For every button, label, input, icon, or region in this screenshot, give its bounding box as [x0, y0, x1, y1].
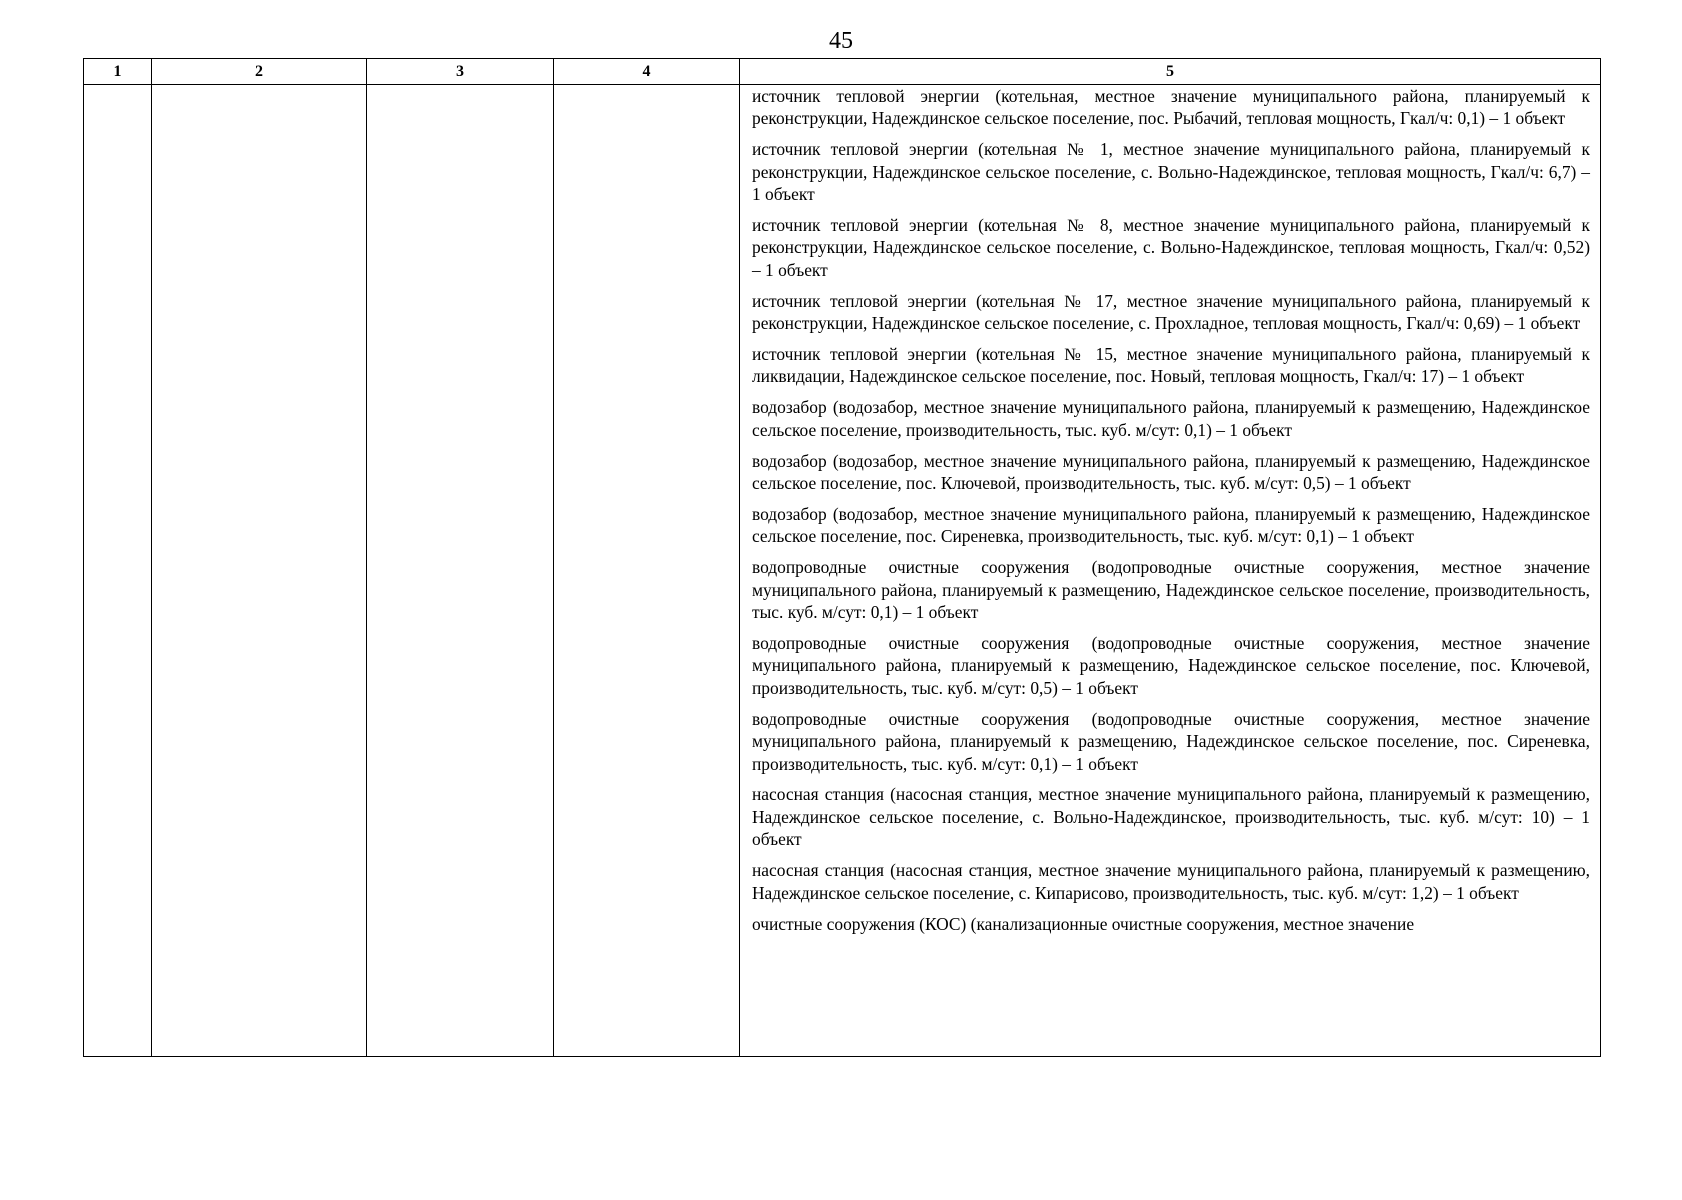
object-entry: очистные сооружения (КОС) (канализационные очистные сооружения, местное значение: [752, 913, 1415, 934]
column-header-3: 3: [367, 59, 554, 85]
table-row: [84, 85, 1601, 1057]
column-header-1: 1: [84, 59, 152, 85]
page-number: 45: [829, 28, 853, 54]
object-entry: источник тепловой энергии (котельная № 17, местное значение муниципального района, планируемый к реконструкции, Надеждинское сельское поселение, с. Прохладное, тепловая мощность, Гкал/ч: 0,69) – 1 объект: [752, 290, 1590, 334]
object-entry: водопроводные очистные сооружения (водопроводные очистные сооружения, местное значение муниципального района, планируемый к размещению, Надеждинское сельское поселение, пос. Ключевой, производительность, тыс. куб. м/сут: 0,5) – 1 объект: [752, 633, 1590, 698]
object-entry: источник тепловой энергии (котельная, местное значение муниципального района, планируемый к реконструкции, Надеждинское сельское поселение, пос. Рыбачий, тепловая мощность, Гкал/ч: 0,1) – 1 объект: [752, 86, 1590, 129]
column-4-cell: [554, 85, 740, 1057]
column-3-cell: [367, 85, 554, 1057]
column-header-2: 2: [152, 59, 367, 85]
objects-table: [83, 58, 1601, 1057]
object-entry: насосная станция (насосная станция, местное значение муниципального района, планируемый к размещению, Надеждинское сельское поселение, с. Вольно-Надеждинское, производительность, тыс. куб. м/сут: 10) – 1 объект: [752, 784, 1590, 850]
object-entry: водозабор (водозабор, местное значение муниципального района, планируемый к размещению, Надеждинское сельское поселение, пос. Сиреневка, производительность, тыс. куб. м/сут: 0,1) – 1 объект: [752, 504, 1590, 547]
object-entry: водозабор (водозабор, местное значение муниципального района, планируемый к размещению, Надеждинское сельское поселение, пос. Ключевой, производительность, тыс. куб. м/сут: 0,5) – 1 объект: [752, 450, 1590, 494]
object-entry: водопроводные очистные сооружения (водопроводные очистные сооружения, местное значение муниципального района, планируемый к размещению, Надеждинское сельское поселение, пос. Сиреневка, производительность, тыс. куб. м/сут: 0,1) – 1 объект: [752, 708, 1590, 774]
column-header-5: 5: [740, 59, 1601, 85]
column-1-cell: [84, 85, 152, 1057]
column-5-cell: [740, 85, 1601, 1057]
object-entry: насосная станция (насосная станция, местное значение муниципального района, планируемый к размещению, Надеждинское сельское поселение, с. Кипарисово, производительность, тыс. куб. м/сут: 1,2) – 1 объект: [752, 860, 1590, 903]
object-entry: источник тепловой энергии (котельная № 1, местное значение муниципального района, планируемый к реконструкции, Надеждинское сельское поселение, с. Вольно-Надеждинское, тепловая мощность, Гкал/ч: 6,7) – 1 объект: [752, 139, 1590, 205]
object-entry: источник тепловой энергии (котельная № 15, местное значение муниципального района, планируемый к ликвидации, Надеждинское сельское поселение, пос. Новый, тепловая мощность, Гкал/ч: 17) – 1 объект: [752, 344, 1590, 387]
object-entry: водопроводные очистные сооружения (водопроводные очистные сооружения, местное значение муниципального района, планируемый к размещению, Надеждинское сельское поселение, производительность, тыс. куб. м/сут: 0,1) – 1 объект: [752, 557, 1590, 623]
object-entry: водозабор (водозабор, местное значение муниципального района, планируемый к размещению, Надеждинское сельское поселение, производительность, тыс. куб. м/сут: 0,1) – 1 объект: [752, 397, 1590, 440]
column-2-cell: [152, 85, 367, 1057]
column-header-4: 4: [554, 59, 740, 85]
table-header-row: [84, 59, 1601, 85]
object-entry: источник тепловой энергии (котельная № 8, местное значение муниципального района, планируемый к реконструкции, Надеждинское сельское поселение, с. Вольно-Надеждинское, тепловая мощность, Гкал/ч: 0,52) – 1 объект: [752, 215, 1590, 280]
